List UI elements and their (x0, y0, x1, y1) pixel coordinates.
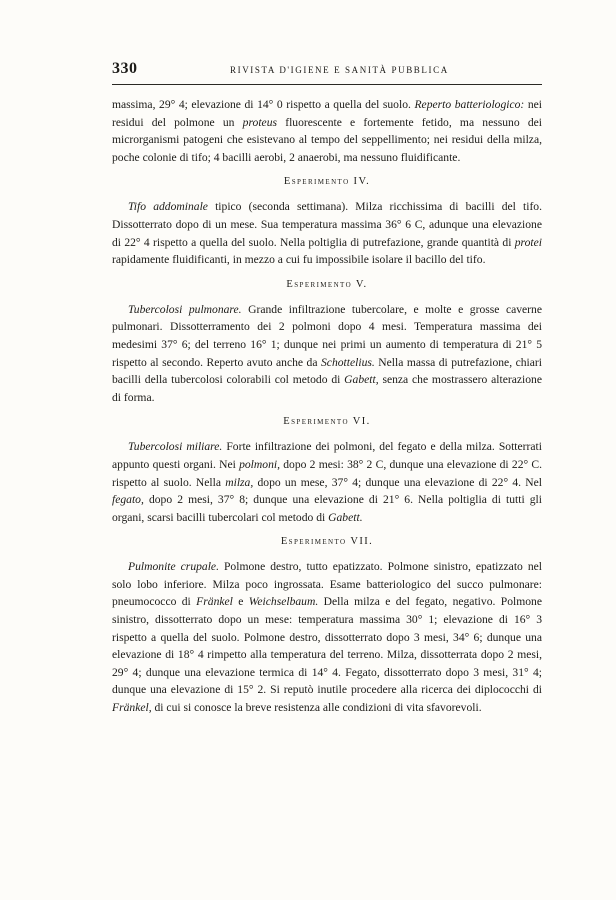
italic-run: Gabett. (328, 510, 363, 524)
text-run: dopo 2 mesi, 37° 8; dunque una elevazione di 21° 6. Nella poltiglia di tutti gli organi, scarsi bacilli tubercolari col metodo di (112, 493, 542, 524)
experiment-7-paragraph (112, 558, 542, 716)
intro-paragraph (112, 96, 542, 166)
italic-run: Fränkel (196, 595, 233, 609)
page-header (112, 60, 542, 84)
text-run: nei residui del polmone un (112, 98, 543, 129)
italic-run: proteus (242, 115, 278, 129)
italic-run: Reperto batteriologico: (414, 98, 525, 111)
section-heading-4: Esperimento IV. (283, 176, 371, 188)
text-run: e (232, 595, 249, 609)
italic-run: Fränkel, (112, 701, 152, 715)
section-heading-5: Esperimento V. (286, 278, 368, 290)
italic-run: Weichselbaum. (248, 595, 319, 609)
text-run: tipico (seconda settimana). Milza ricchissima di bacilli del tifo. Dissotterrato dopo di un mese. Sua temperatura massima 36° 6 C, adunque una elevazione di 22° 4 rispetto a quella del suolo. Nella poltiglia di putrefazione, grande quantità di (112, 200, 543, 249)
text-run: fluorescente e fortemente fetido, ma nessuno dei microrganismi patogeni che esistevano al tempo del seppellimento; nei residui della milza, poche colonie di tifo; 4 bacilli aerobi, 2 anaerobi, ma nessuno fluidificante. (112, 115, 542, 164)
text-run: dopo 2 mesi: 38° 2 C, dunque una elevazione di 22° C. rispetto al suolo. Nella (112, 457, 542, 489)
text-run: rapidamente fluidificanti, in mezzo a cui fu impossibile isolare il bacillo del tifo. (112, 253, 486, 267)
text-run: Nella massa di putrefazione, chiari bacilli della tubercolosi colorabili col metodo di (112, 355, 542, 387)
italic-run: Tubercolosi pulmonare. (128, 302, 242, 316)
text-run: dopo un mese, 37° 4; dunque una elevazione di 22° 4. Nel (253, 475, 542, 489)
italic-run: milza, (225, 475, 254, 489)
text-run: Grande infiltrazione tubercolare, e molte e grosse caverne pulmonari. Dissotterramento dei 2 polmoni dopo 4 mesi. Temperatura massima dei medesimi 37° 6; del terreno 16° 1; dunque nei primi un aumento di temperatura di 21° 5 rispetto al secondo. Reperto avuto anche da (112, 302, 542, 369)
text-run: massima, 29° 4; elevazione di 14° 0 rispetto a quella del suolo. (112, 98, 415, 111)
text-run: Della milza e del fegato, negativo. Polmone sinistro, dissotterrato dopo un mese: temperatura massima 30° 1; elevazione di 16° 3 rispetto a quella del suolo. Polmone destro, dissotterrato dopo 3 mesi, 34° 6; dunque una elevazione di 18° 4 rimpetto alla temperatura del terreno. Milza, dissotterrata dopo 2 mesi, 29° 4; dunque una elevazione termica di 14° 4. Fegato, dissotterrato dopo 3 mesi, 31° 4; dunque una elevazione di 15° 2. Si reputò inutile procedere alla ricerca dei diplococchi di (112, 595, 542, 697)
text-run: Polmone destro, tutto epatizzato. Polmone sinistro, epatizzato nel solo lobo inferiore. Milza poco ingrossata. Esame batteriologico del succo pulmonare: pneumococco di (112, 560, 543, 609)
italic-run: Tifo addominale (128, 200, 208, 214)
running-title: RIVISTA D'IGIENE E SANITÀ PUBBLICA (230, 65, 449, 75)
text-run: Forte infiltrazione dei polmoni, del fegato e della milza. Sotterrati appunto questi organi. Nei (112, 440, 542, 471)
italic-run: Schottelius. (321, 355, 375, 369)
italic-run: polmoni, (239, 457, 280, 471)
italic-run: fegato, (112, 493, 144, 507)
text-run: di cui si conosce la breve resistenza alle condizioni di vita sfavorevoli. (151, 701, 482, 715)
experiment-6-paragraph (112, 438, 542, 526)
italic-run: Gabett, (344, 373, 379, 387)
experiment-5-paragraph (112, 301, 542, 407)
italic-run: Tubercolosi miliare. (128, 440, 223, 454)
page-number: 330 (112, 60, 138, 77)
header-rule (112, 84, 542, 85)
body-text (112, 96, 542, 717)
experiment-4-paragraph (112, 198, 542, 268)
text-run: senza che mostrassero alterazione di forma. (112, 373, 542, 404)
section-heading-7: Esperimento VII. (280, 536, 374, 548)
italic-run: Pulmonite crupale. (128, 560, 219, 574)
section-heading-6: Esperimento VI. (283, 416, 371, 428)
italic-run: protei (514, 235, 542, 249)
